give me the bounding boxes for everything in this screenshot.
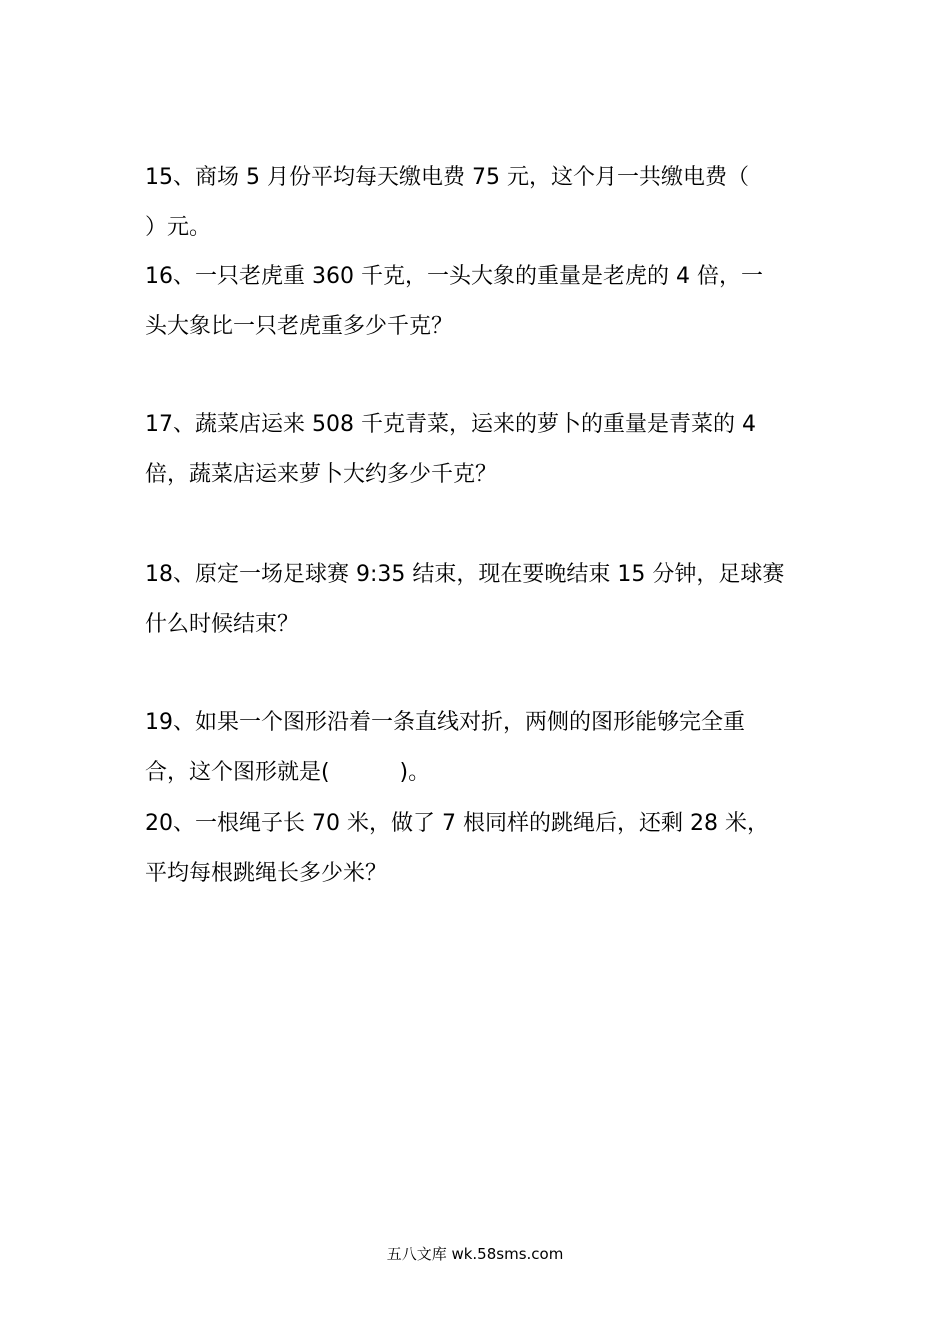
question-20-line-1: 20、一根绳子长 70 米，做了 7 根同样的跳绳后，还剩 28 米， (145, 811, 769, 836)
question-19-line-2: 合，这个图形就是( )。 (145, 760, 431, 785)
question-20-line-2: 平均每根跳绳长多少米？ (145, 861, 388, 886)
question-19-line-1: 19、如果一个图形沿着一条直线对折，两侧的图形能够完全重 (145, 710, 745, 735)
question-16 (145, 252, 825, 352)
question-15-line-1: 15、商场 5 月份平均每天缴电费 75 元，这个月一共缴电费（ (145, 165, 749, 190)
question-16-line-2: 头大象比一只老虎重多少千克？ (145, 314, 454, 339)
question-15-line-2: ）元。 (145, 215, 212, 240)
question-16-line-1: 16、一只老虎重 360 千克，一头大象的重量是老虎的 4 倍，一 (145, 264, 763, 289)
question-17-line-1: 17、蔬菜店运来 508 千克青菜，运来的萝卜的重量是青菜的 4 (145, 412, 756, 437)
question-17 (145, 400, 825, 500)
question-20 (145, 799, 825, 899)
question-19 (145, 698, 825, 798)
question-17-line-2: 倍，蔬菜店运来萝卜大约多少千克？ (145, 462, 498, 487)
question-18 (145, 550, 825, 650)
question-18-line-2: 什么时候结束？ (145, 612, 300, 637)
page-footer: 五八文库 wk.58sms.com (386, 1245, 564, 1263)
question-15 (145, 153, 825, 253)
question-18-line-1: 18、原定一场足球赛 9:35 结束，现在要晚结束 15 分钟，足球赛 (145, 562, 785, 587)
